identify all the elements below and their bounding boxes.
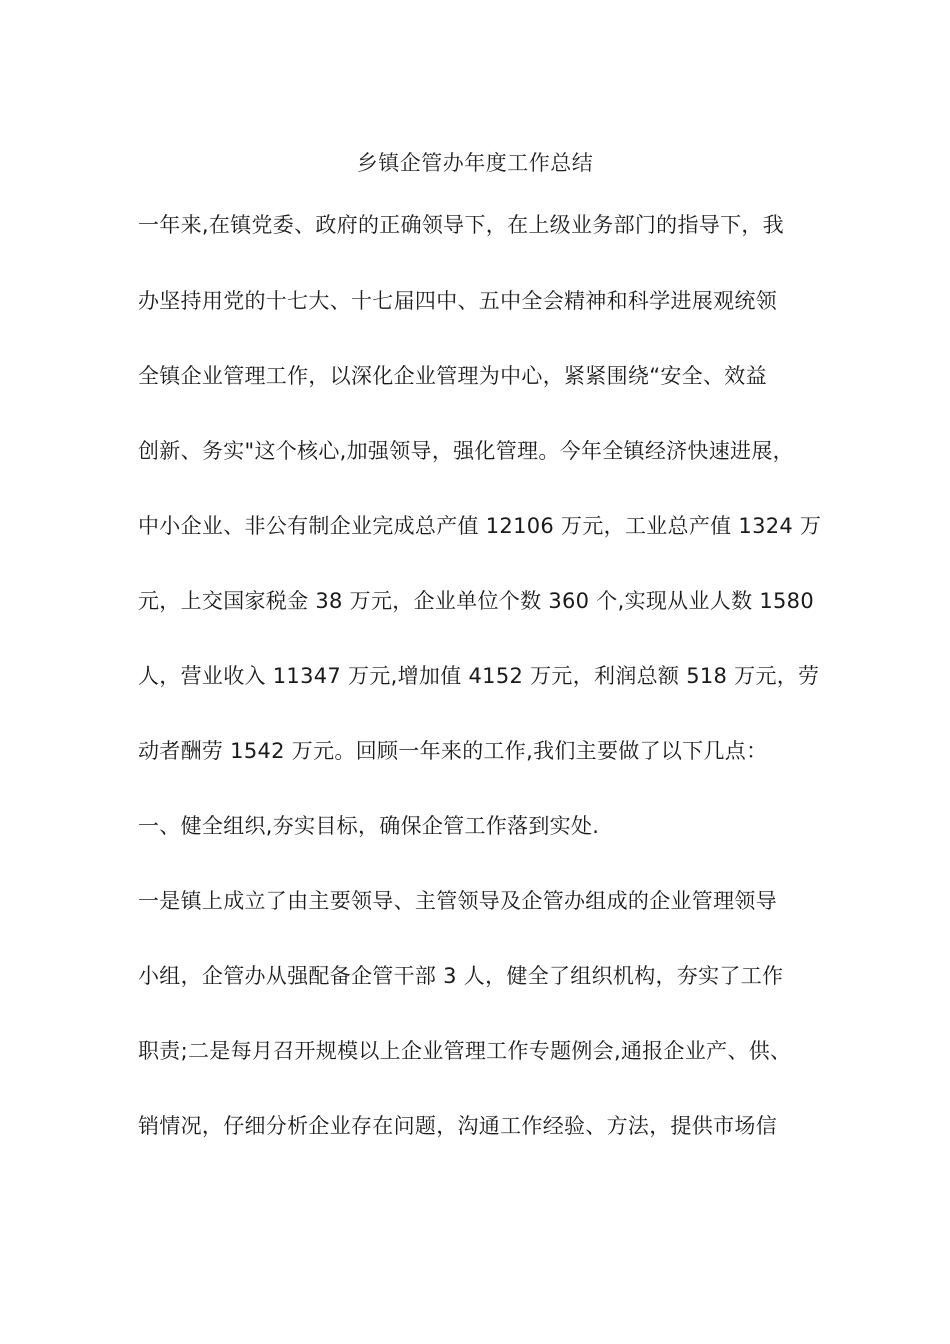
paragraph-line: 销情况，仔细分析企业存在问题，沟通工作经验、方法，提供市场信 — [138, 1114, 777, 1138]
paragraph-line: 办坚持用党的十七大、十七届四中、五中全会精神和科学进展观统领 — [138, 289, 777, 313]
paragraph-line: 全镇企业管理工作，以深化企业管理为中心，紧紧围绕“安全、效益 — [138, 364, 767, 388]
paragraph-line: 职责;二是每月召开规模以上企业管理工作专题例会,通报企业产、供、 — [138, 1039, 792, 1063]
paragraph-line: 中小企业、非公有制企业完成总产值 12106 万元，工业总产值 1324 万 — [138, 514, 822, 538]
paragraph-line: 动者酬劳 1542 万元。回顾一年来的工作,我们主要做了以下几点： — [138, 739, 768, 763]
paragraph-line: 小组，企管办从强配备企管干部 3 人，健全了组织机构，夯实了工作 — [138, 964, 784, 988]
paragraph-line: 创新、务实"这个核心,加强领导，强化管理。今年全镇经济快速进展， — [138, 439, 794, 463]
paragraph-line: 元，上交国家税金 38 万元，企业单位个数 360 个,实现从业人数 1580 — [138, 589, 814, 613]
section-heading: 一、健全组织,夯实目标，确保企管工作落到实处. — [138, 814, 600, 838]
paragraph-line: 一是镇上成立了由主要领导、主管领导及企管办组成的企业管理领导 — [138, 889, 777, 913]
document-title: 乡镇企管办年度工作总结 — [356, 151, 594, 175]
paragraph-line: 人，营业收入 11347 万元,增加值 4152 万元，利润总额 518 万元，劳 — [138, 664, 820, 688]
paragraph-line: 一年来,在镇党委、政府的正确领导下，在上级业务部门的指导下，我 — [138, 213, 784, 237]
